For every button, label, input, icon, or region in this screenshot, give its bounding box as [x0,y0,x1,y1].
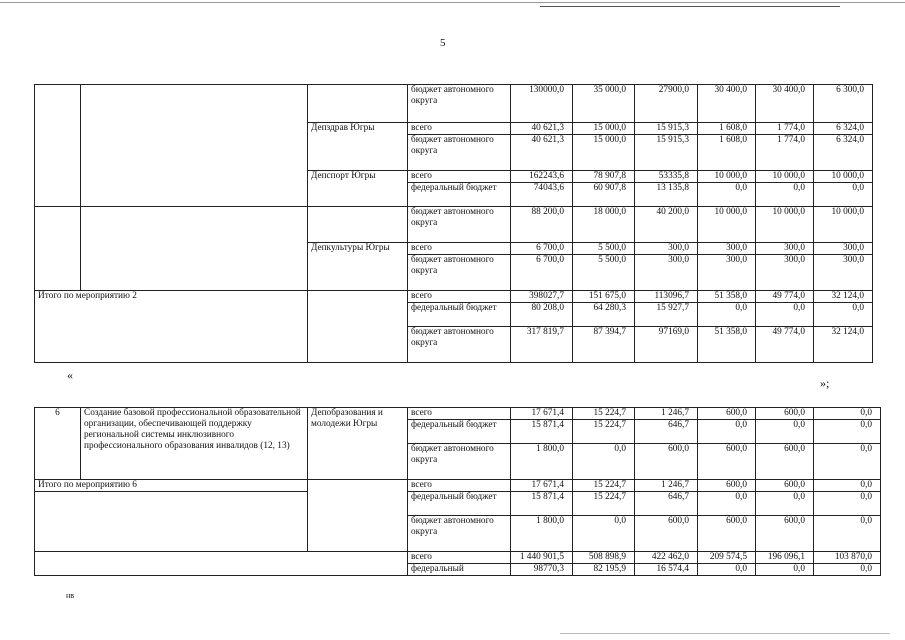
value-cell: 15 000,0 [573,123,635,135]
value-cell: 15 224,7 [573,492,635,516]
value-cell: 80 208,0 [511,303,573,327]
scan-bottom-edge [560,633,890,634]
source-cell: бюджет автономного округа [408,516,511,552]
value-cell: 103 870,0 [814,552,881,564]
value-cell: 15 871,4 [511,492,573,516]
executor-cell [308,207,408,243]
value-cell: 53335,8 [635,171,698,183]
table-row [35,207,873,243]
value-cell: 87 394,7 [573,327,635,363]
value-cell: 10 000,0 [698,171,756,183]
value-cell: 0,0 [814,480,881,492]
value-cell: 0,0 [756,492,814,516]
value-cell: 15 224,7 [573,420,635,444]
num-cell [35,207,81,291]
value-cell: 1 774,0 [756,135,814,171]
value-cell: 0,0 [756,564,814,576]
value-cell: 600,0 [698,444,756,480]
footer-mark: нв [66,591,75,600]
value-cell: 15 927,7 [635,303,698,327]
measure-cell [81,85,308,207]
value-cell: 1 246,7 [635,408,698,420]
value-cell: 88 200,0 [511,207,573,243]
source-cell: всего [408,123,511,135]
value-cell: 398027,7 [511,291,573,303]
value-cell: 27900,0 [635,85,698,123]
source-cell: федеральный бюджет [408,183,511,207]
value-cell: 600,0 [756,444,814,480]
executor-cell: Депспорт Югры [308,171,408,207]
value-cell: 300,0 [814,255,873,291]
value-cell: 49 774,0 [756,291,814,303]
value-cell: 35 000,0 [573,85,635,123]
value-cell: 17 671,4 [511,480,573,492]
executor-cell [308,480,408,552]
value-cell: 1 608,0 [698,123,756,135]
value-cell: 0,0 [814,303,873,327]
executor-cell [308,291,408,363]
value-cell: 0,0 [756,420,814,444]
value-cell: 51 358,0 [698,291,756,303]
table-row [35,552,881,564]
value-cell: 422 462,0 [635,552,698,564]
value-cell: 15 871,4 [511,420,573,444]
value-cell: 209 574,5 [698,552,756,564]
value-cell: 51 358,0 [698,327,756,363]
value-cell: 15 224,7 [573,480,635,492]
value-cell: 6 700,0 [511,255,573,291]
value-cell: 600,0 [698,408,756,420]
executor-cell: Депобразования и молодежи Югры [308,408,408,480]
value-cell: 0,0 [756,303,814,327]
value-cell: 0,0 [698,420,756,444]
value-cell: 646,7 [635,420,698,444]
value-cell: 0,0 [814,183,873,207]
source-cell: всего [408,291,511,303]
value-cell: 5 500,0 [573,255,635,291]
table-row [35,480,881,492]
executor-cell: Депздрав Югры [308,123,408,171]
value-cell: 17 671,4 [511,408,573,420]
table-row [35,291,873,303]
value-cell: 1 800,0 [511,444,573,480]
source-cell: бюджет автономного округа [408,85,511,123]
value-cell: 600,0 [756,408,814,420]
value-cell: 40 621,3 [511,123,573,135]
budget-table-measure-2 [34,84,873,363]
value-cell: 1 246,7 [635,480,698,492]
value-cell: 13 135,8 [635,183,698,207]
value-cell: 64 280,3 [573,303,635,327]
source-cell: федеральный бюджет [408,303,511,327]
value-cell: 130000,0 [511,85,573,123]
value-cell: 1 800,0 [511,516,573,552]
quote-close: »; [820,376,830,390]
value-cell: 300,0 [635,243,698,255]
page-number: 5 [440,37,446,49]
value-cell: 15 000,0 [573,135,635,171]
value-cell: 600,0 [756,516,814,552]
value-cell: 10 000,0 [756,171,814,183]
value-cell: 0,0 [756,183,814,207]
num-cell: 6 [35,408,81,480]
source-cell: бюджет автономного округа [408,444,511,480]
value-cell: 6 324,0 [814,135,873,171]
value-cell: 0,0 [698,183,756,207]
value-cell: 508 898,9 [573,552,635,564]
budget-table-measure-6 [34,407,881,576]
table-row [35,408,881,420]
table-row [35,85,873,123]
value-cell: 0,0 [814,516,881,552]
value-cell: 5 500,0 [573,243,635,255]
value-cell: 40 200,0 [635,207,698,243]
value-cell: 1 440 901,5 [511,552,573,564]
value-cell: 6 300,0 [814,85,873,123]
value-cell: 6 700,0 [511,243,573,255]
value-cell: 97169,0 [635,327,698,363]
source-cell: всего [408,552,511,564]
source-cell: федеральный бюджет [408,492,511,516]
value-cell: 151 675,0 [573,291,635,303]
value-cell: 300,0 [814,243,873,255]
value-cell: 162243,6 [511,171,573,183]
value-cell: 10 000,0 [756,207,814,243]
value-cell: 0,0 [698,492,756,516]
source-cell: всего [408,408,511,420]
source-cell: федеральный [408,564,511,576]
value-cell: 98770,3 [511,564,573,576]
source-cell: бюджет автономного округа [408,207,511,243]
value-cell: 300,0 [698,243,756,255]
value-cell: 78 907,8 [573,171,635,183]
table-row [35,492,881,516]
source-cell: федеральный бюджет [408,420,511,444]
value-cell: 60 907,8 [573,183,635,207]
value-cell: 600,0 [635,516,698,552]
blank-cell [35,492,308,552]
value-cell: 10 000,0 [814,207,873,243]
value-cell: 600,0 [698,516,756,552]
value-cell: 0,0 [814,420,881,444]
value-cell: 0,0 [698,564,756,576]
value-cell: 300,0 [698,255,756,291]
value-cell: 317 819,7 [511,327,573,363]
executor-cell [308,85,408,123]
value-cell: 6 324,0 [814,123,873,135]
value-cell: 0,0 [814,444,881,480]
value-cell: 300,0 [635,255,698,291]
grand-total-label [35,552,408,576]
value-cell: 30 400,0 [698,85,756,123]
value-cell: 0,0 [814,564,881,576]
value-cell: 32 124,0 [814,327,873,363]
measure-total-label: Итого по мероприятию 6 [35,480,308,492]
value-cell: 18 000,0 [573,207,635,243]
value-cell: 113096,7 [635,291,698,303]
source-cell: бюджет автономного округа [408,135,511,171]
measure-cell [81,207,308,291]
value-cell: 15 224,7 [573,408,635,420]
value-cell: 600,0 [756,480,814,492]
value-cell: 646,7 [635,492,698,516]
value-cell: 600,0 [635,444,698,480]
executor-cell: Депкультуры Югры [308,243,408,291]
value-cell: 0,0 [573,444,635,480]
source-cell: всего [408,243,511,255]
quote-open: « [67,368,73,382]
value-cell: 49 774,0 [756,327,814,363]
value-cell: 0,0 [573,516,635,552]
value-cell: 40 621,3 [511,135,573,171]
value-cell: 300,0 [756,255,814,291]
value-cell: 15 915,3 [635,135,698,171]
value-cell: 196 096,1 [756,552,814,564]
value-cell: 600,0 [698,480,756,492]
scan-top-edge-dark [540,6,840,7]
value-cell: 0,0 [814,492,881,516]
value-cell: 10 000,0 [814,171,873,183]
value-cell: 30 400,0 [756,85,814,123]
measure-name-cell: Создание базовой профессиональной образовательной организации, обеспечивающей поддержку региональной системы инклюзивного профессионального образования инвалидов (12, 13) [81,408,308,480]
source-cell: бюджет автономного округа [408,255,511,291]
value-cell: 74043,6 [511,183,573,207]
value-cell: 10 000,0 [698,207,756,243]
value-cell: 15 915,3 [635,123,698,135]
scan-top-edge [0,2,905,3]
value-cell: 0,0 [698,303,756,327]
source-cell: бюджет автономного округа [408,327,511,363]
value-cell: 1 774,0 [756,123,814,135]
source-cell: всего [408,480,511,492]
measure-total-label: Итого по мероприятию 2 [35,291,308,363]
value-cell: 0,0 [814,408,881,420]
value-cell: 32 124,0 [814,291,873,303]
value-cell: 82 195,9 [573,564,635,576]
value-cell: 1 608,0 [698,135,756,171]
num-cell [35,85,81,207]
source-cell: всего [408,171,511,183]
value-cell: 16 574,4 [635,564,698,576]
value-cell: 300,0 [756,243,814,255]
